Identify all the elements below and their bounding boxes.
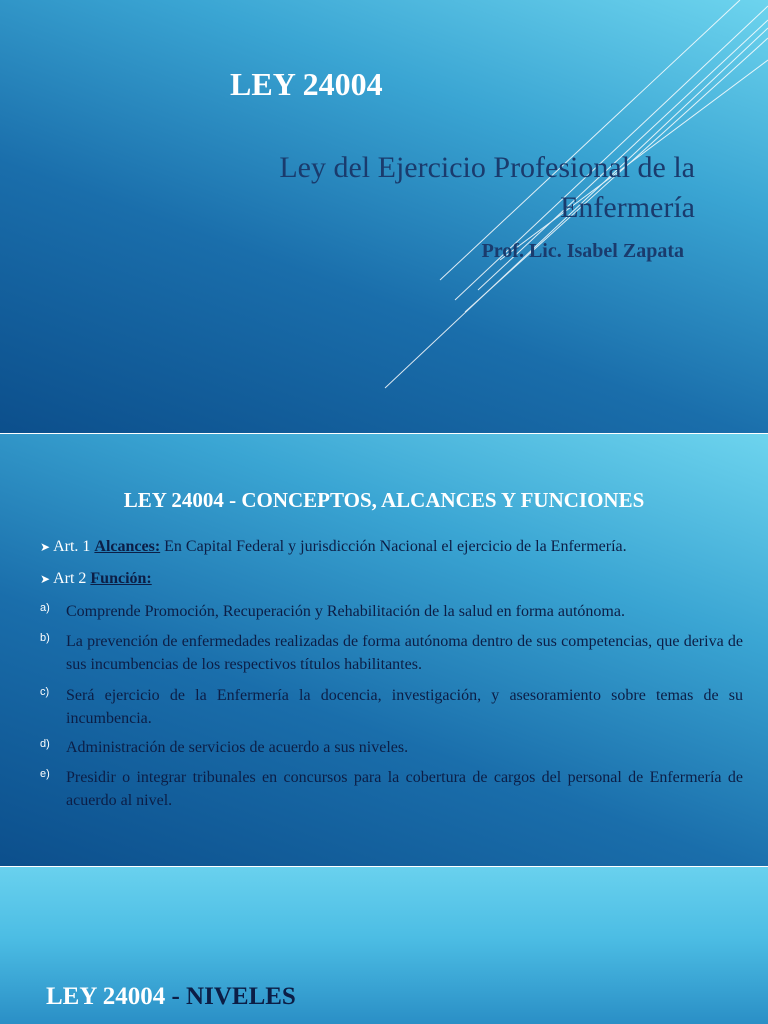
list-item-text: Administración de servicios de acuerdo a sus niveles. xyxy=(66,739,409,756)
slide-title-heading: LEY 24004 xyxy=(230,66,383,102)
list-item-text: La prevención de enfermedades realizadas de forma autónoma dentro de sus competencias, que deriva de sus incumbencias de los respectivos títulos habilitantes. xyxy=(66,633,743,673)
article-2-prefix: Art 2 xyxy=(53,570,87,587)
list-item xyxy=(40,684,743,730)
list-item-text: Comprende Promoción, Recuperación y Rehabilitación de la salud en forma autónoma. xyxy=(66,603,625,620)
slide-heading: LEY 24004 - CONCEPTOS, ALCANCES Y FUNCIONES xyxy=(123,488,645,512)
arrowhead-bullet-icon: ➤ xyxy=(40,572,51,586)
author-name: Prof. Lic. Isabel Zapata xyxy=(481,240,684,262)
list-marker: d) xyxy=(40,738,50,750)
subtitle-line-1: Ley del Ejercicio Profesional de la xyxy=(279,151,695,184)
list-marker: e) xyxy=(40,768,50,780)
list-item xyxy=(40,600,743,623)
list-marker: c) xyxy=(40,686,50,698)
list-marker: b) xyxy=(40,632,50,644)
article-1-text: En Capital Federal y jurisdicción Nacional el ejercicio de la Enfermería. xyxy=(164,538,627,555)
article-1-prefix: Art. 1 xyxy=(53,538,91,555)
list-marker: a) xyxy=(40,602,50,614)
article-2 xyxy=(40,570,152,588)
heading-part-2: - NIVELES xyxy=(165,983,296,1010)
slide-conceptos xyxy=(0,434,768,866)
article-1 xyxy=(40,538,627,556)
article-2-label: Función: xyxy=(90,570,152,587)
list-item xyxy=(40,766,743,812)
slide-title xyxy=(0,0,768,433)
list-item xyxy=(40,630,743,676)
subtitle-line-2: Enfermería xyxy=(560,191,695,224)
arrowhead-bullet-icon: ➤ xyxy=(40,540,51,554)
list-item-text: Presidir o integrar tribunales en concursos para la cobertura de cargos del personal de Enfermería de acuerdo al nivel. xyxy=(66,769,743,809)
list-item-text: Será ejercicio de la Enfermería la docencia, investigación, y asesoramiento sobre temas de su incumbencia. xyxy=(66,687,743,727)
heading-part-1: LEY 24004 xyxy=(46,983,166,1010)
list-item xyxy=(40,736,743,759)
article-1-label: Alcances: xyxy=(94,538,161,555)
slide-subtitle xyxy=(150,148,695,228)
slide-heading xyxy=(46,983,296,1011)
slide-niveles xyxy=(0,867,768,1024)
